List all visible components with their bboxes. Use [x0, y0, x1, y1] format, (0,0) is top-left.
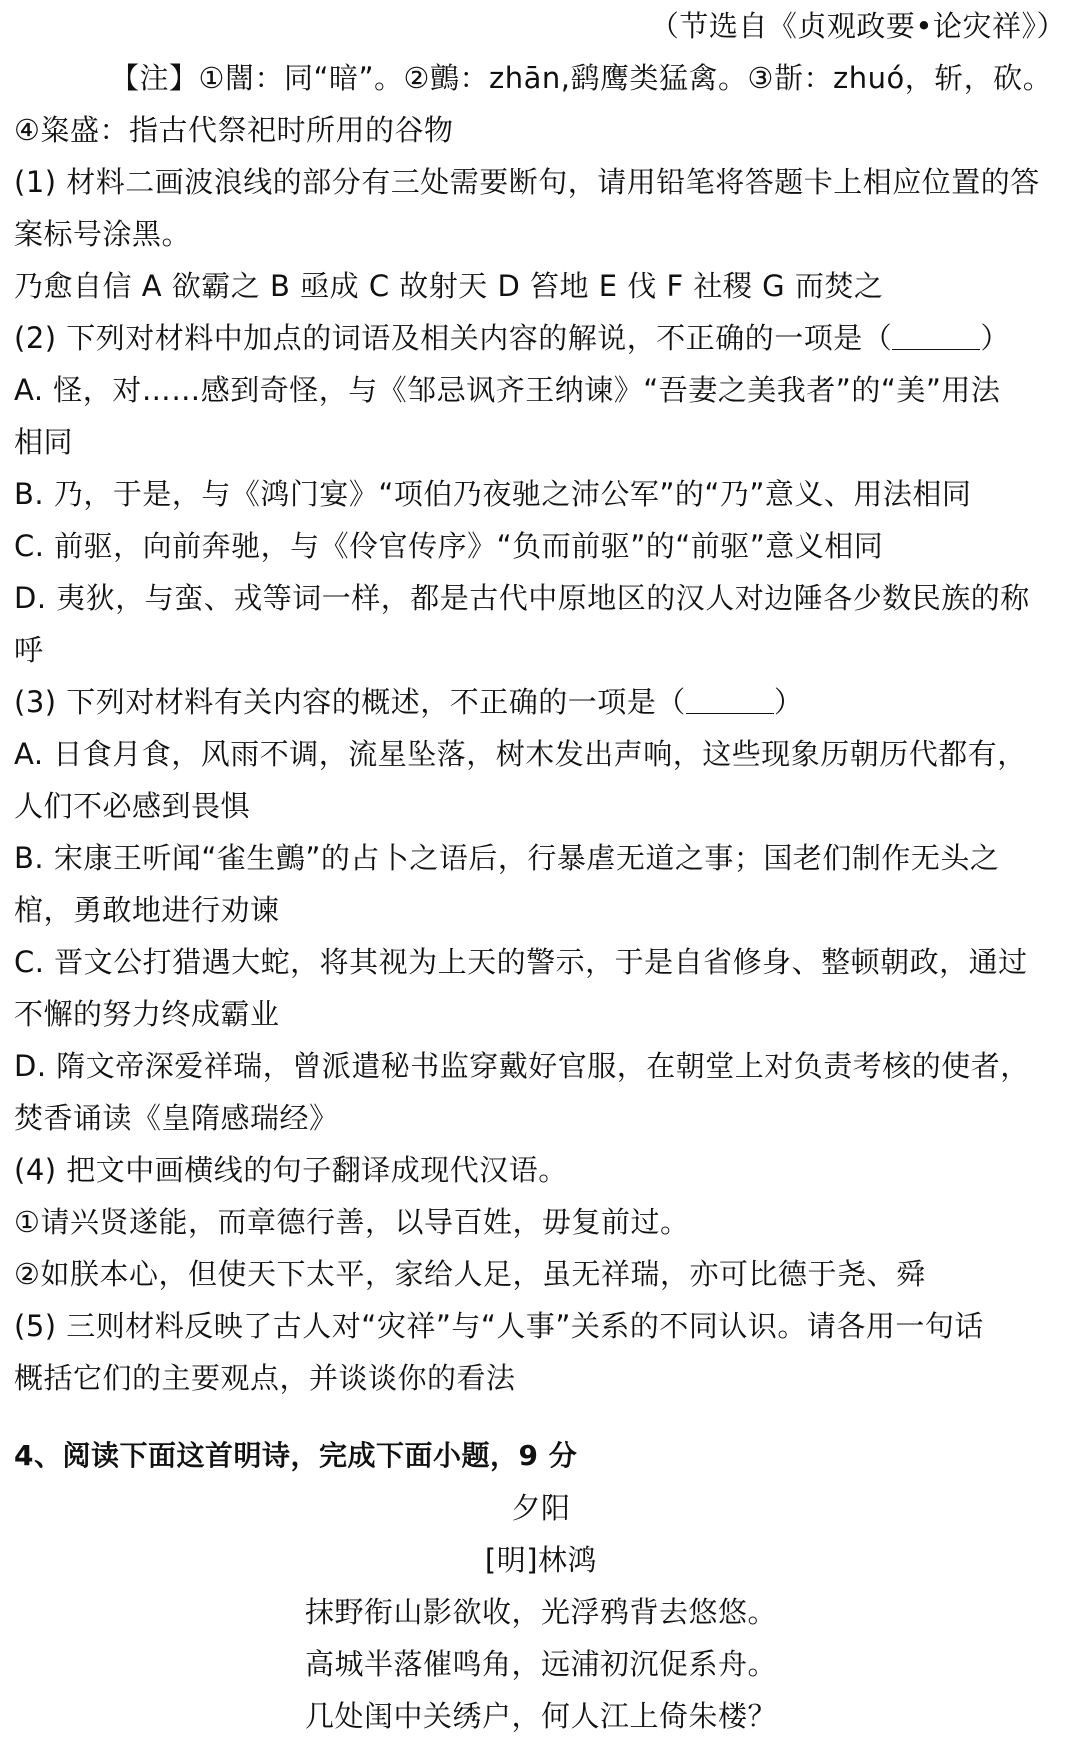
- answer-blank[interactable]: [686, 683, 774, 714]
- option-d-cont: 呼: [14, 633, 44, 667]
- answer-blank[interactable]: [892, 319, 980, 350]
- question-1-sentence: 乃愈自信 A 欲霸之 B 亟成 C 故射天 D 笞地 E 伐 F 社稷 G 而焚之: [14, 269, 884, 303]
- poem-line: 抹野衔山影欲收，光浮鸦背去悠悠。: [304, 1595, 777, 1629]
- source-citation: （节选自《贞观政要•论灾祥》）: [649, 9, 1066, 43]
- question-4-stem: (4) 把文中画横线的句子翻译成现代汉语。: [14, 1153, 568, 1187]
- poem-line: 几处闺中关绣户，何人江上倚朱楼？: [304, 1699, 777, 1733]
- question-5-stem: (5) 三则材料反映了古人对“灾祥”与“人事”关系的不同认识。请各用一句话: [14, 1309, 984, 1343]
- poem-author: [明]林鸿: [484, 1543, 598, 1577]
- option-b: B. 乃，于是，与《鸿门宴》“项伯乃夜驰之沛公军”的“乃”意义、用法相同: [14, 477, 972, 511]
- option-b-cont: 棺，勇敢地进行劝谏: [14, 893, 280, 927]
- question-1-stem: (1) 材料二画波浪线的部分有三处需要断句，请用铅笔将答题卡上相应位置的答: [14, 165, 1040, 199]
- translation-item-2: ②如朕本心，但使天下太平，家给人足，虽无祥瑞，亦可比德于尧、舜: [14, 1257, 926, 1291]
- option-c: C. 晋文公打猎遇大蛇，将其视为上天的警示，于是自省修身、整顿朝政，通过: [14, 945, 1028, 979]
- annotation-line: ④粢盛：指古代祭祀时所用的谷物: [14, 113, 454, 147]
- question-3-stem-text: (3) 下列对材料有关内容的概述，不正确的一项是（: [14, 685, 686, 719]
- option-d: D. 隋文帝深爱祥瑞，曾派遣秘书监穿戴好官服，在朝堂上对负责考核的使者，: [14, 1049, 1030, 1083]
- option-c: C. 前驱，向前奔驰，与《伶官传序》“负而前驱”的“前驱”意义相同: [14, 529, 884, 563]
- option-a-cont: 人们不必感到畏惧: [14, 789, 251, 823]
- question-2-stem-text: (2) 下列对材料中加点的词语及相关内容的解说，不正确的一项是（: [14, 321, 893, 355]
- option-d: D. 夷狄，与蛮、戎等词一样，都是古代中原地区的汉人对边陲各少数民族的称: [14, 581, 1030, 615]
- question-2-stem-close: ）: [980, 321, 1010, 355]
- question-3-stem: [14, 676, 1068, 728]
- poem-line: 高城半落催鸣角，远浦初沉促系舟。: [304, 1647, 777, 1681]
- option-a-cont: 相同: [14, 425, 74, 459]
- question-2-stem: [14, 312, 1068, 364]
- annotation-line: 【注】①闇：同“暗”。②鸇：zhān,鹞鹰类猛禽。③斮：zhuó，斩，砍。: [110, 61, 1053, 95]
- question-1-stem-cont: 案标号涂黑。: [14, 217, 192, 251]
- question-5-stem-cont: 概括它们的主要观点，并谈谈你的看法: [14, 1361, 516, 1395]
- question-3-stem-close: ）: [773, 685, 804, 719]
- option-a: A. 怪，对……感到奇怪，与《邹忌讽齐王纳谏》“吾妻之美我者”的“美”用法: [14, 373, 1001, 407]
- option-d-cont: 焚香诵读《皇隋感瑞经》: [14, 1101, 339, 1135]
- translation-item-1: ①请兴贤遂能，而章德行善，以导百姓，毋复前过。: [14, 1205, 690, 1239]
- section-heading: 4、阅读下面这首明诗，完成下面小题，9 分: [14, 1439, 578, 1472]
- poem-title: 夕阳: [511, 1491, 571, 1525]
- option-b: B. 宋康王听闻“雀生鸇”的占卜之语后，行暴虐无道之事；国老们制作无头之: [14, 841, 1000, 875]
- option-a: A. 日食月食，风雨不调，流星坠落，树木发出声响，这些现象历朝历代都有，: [14, 737, 1027, 771]
- option-c-cont: 不懈的努力终成霸业: [14, 997, 280, 1031]
